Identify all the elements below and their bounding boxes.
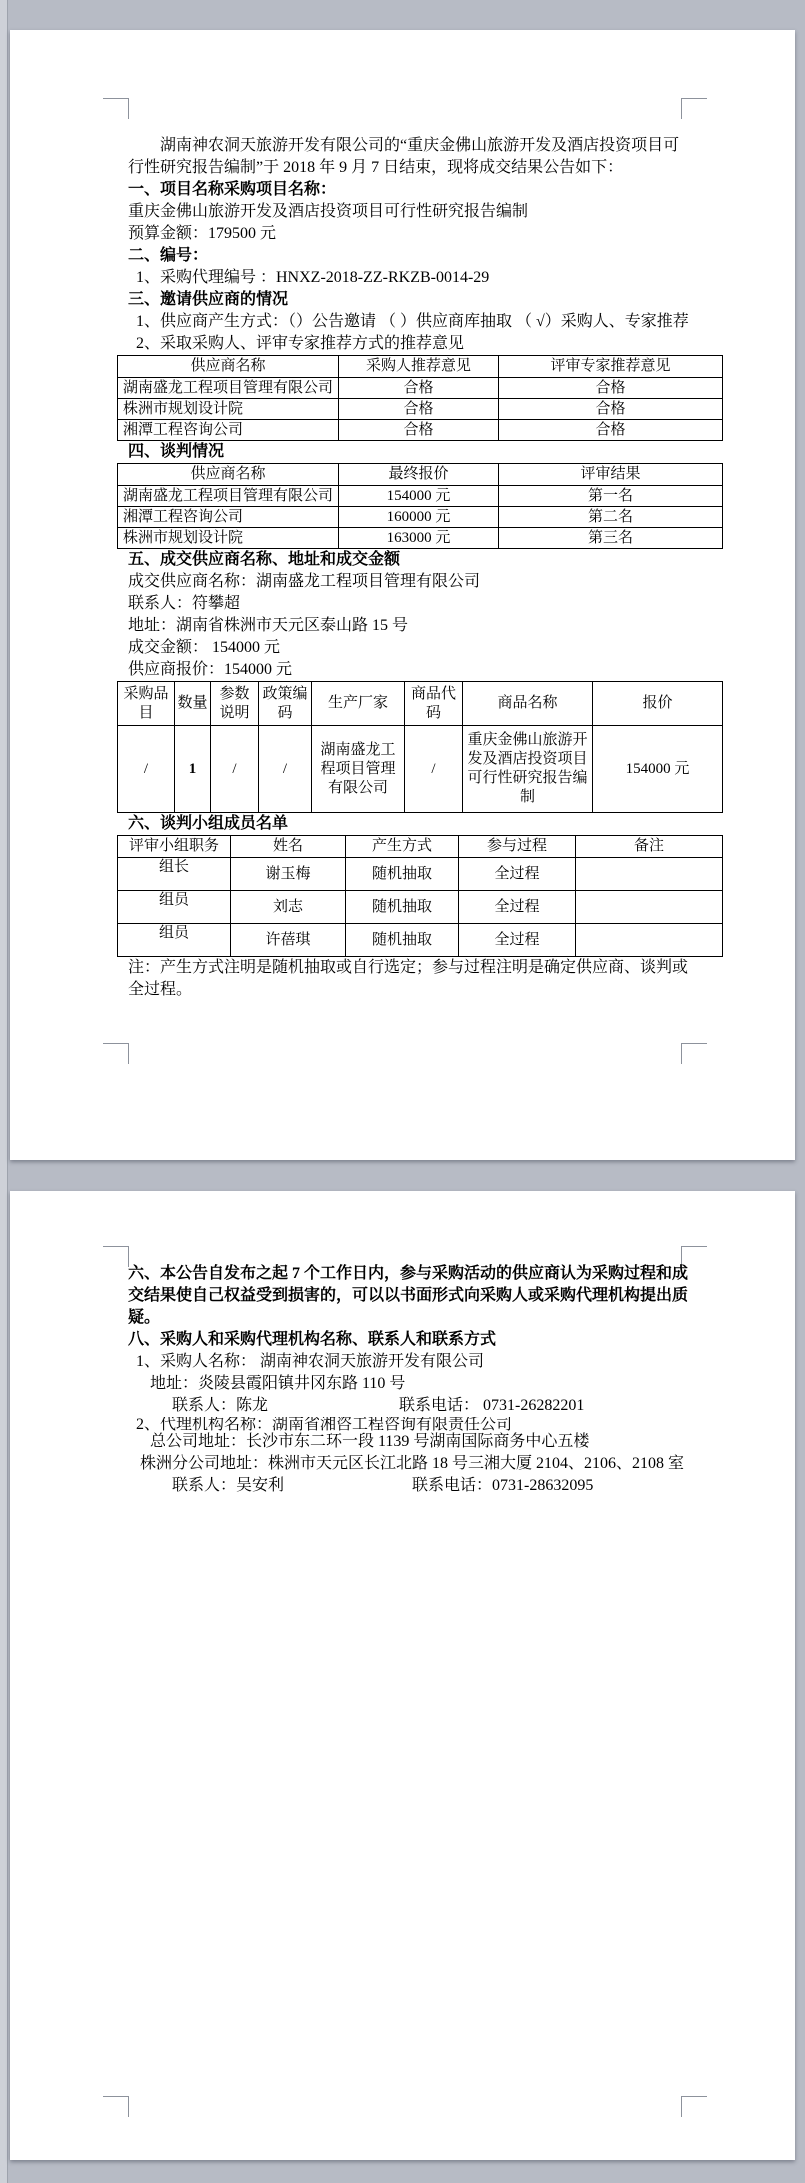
table-header-row bbox=[118, 836, 723, 858]
recommendation-line: 2、采取采购人、评审专家推荐方式的推荐意见 bbox=[136, 335, 465, 352]
table-row bbox=[118, 528, 723, 549]
section-5-heading: 五、成交供应商名称、地址和成交金额 bbox=[128, 551, 401, 568]
header-cell: 评审小组职务 bbox=[118, 836, 231, 858]
buyer-address-line: 地址：炎陵县霞阳镇井冈东路 110 号 bbox=[150, 1375, 406, 1392]
header-cell: 供应商名称 bbox=[118, 356, 339, 378]
cell: 合格 bbox=[499, 399, 723, 420]
table-row bbox=[118, 726, 723, 813]
agency-branch-address-line: 株洲分公司地址：株洲市天元区长江北路 18 号三湘大厦 2104、2106、2108 室 bbox=[140, 1455, 685, 1472]
header-cell: 政策编码 bbox=[259, 682, 312, 726]
cell: 全过程 bbox=[459, 924, 576, 957]
supplier-quote-line: 供应商报价：154000 元 bbox=[128, 661, 293, 678]
table-header-row bbox=[118, 356, 723, 378]
header-cell: 采购人推荐意见 bbox=[339, 356, 499, 378]
cell: / bbox=[405, 726, 463, 813]
cell: 刘志 bbox=[231, 891, 346, 924]
cell: 160000 元 bbox=[339, 507, 499, 528]
section-8-heading: 八、采购人和采购代理机构名称、联系人和联系方式 bbox=[128, 1331, 497, 1348]
cell: 合格 bbox=[499, 378, 723, 399]
margin-mark-top-left bbox=[103, 98, 129, 119]
panel-note: 注：产生方式注明是随机抽取或自行选定；参与过程注明是确定供应商、谈判或全过程。 bbox=[128, 959, 689, 998]
cell: 163000 元 bbox=[339, 528, 499, 549]
header-cell: 姓名 bbox=[231, 836, 346, 858]
document-page-1 bbox=[10, 30, 795, 1160]
cell bbox=[576, 924, 723, 957]
page-2-text-area bbox=[128, 1191, 693, 1497]
cell: 随机抽取 bbox=[346, 858, 459, 891]
margin-mark-bottom-right bbox=[681, 1043, 707, 1064]
buyer-contact-line bbox=[128, 1395, 693, 1417]
cell: 重庆金佛山旅游开发及酒店投资项目可行性研究报告编制 bbox=[463, 726, 593, 813]
section-3-heading: 三、邀请供应商的情况 bbox=[128, 291, 289, 308]
section-1-heading: 一、项目名称采购项目名称： bbox=[128, 181, 337, 198]
cell: 湘潭工程咨询公司 bbox=[118, 507, 339, 528]
buyer-contact-phone: 联系电话： 0731-26282201 bbox=[399, 1397, 585, 1414]
header-cell: 数量 bbox=[175, 682, 211, 726]
buyer-name-line: 1、采购人名称： 湖南神农洞天旅游开发有限公司 bbox=[136, 1353, 485, 1370]
cell: 谢玉梅 bbox=[231, 858, 346, 891]
window-left-edge bbox=[0, 0, 8, 2183]
table-row bbox=[118, 399, 723, 420]
table-row bbox=[118, 378, 723, 399]
cell: / bbox=[118, 726, 175, 813]
agency-contact-name: 联系人：吴安利 bbox=[172, 1477, 285, 1494]
table-row bbox=[118, 486, 723, 507]
cell: 随机抽取 bbox=[346, 924, 459, 957]
supplier-recommendation-table bbox=[117, 355, 723, 441]
cell: 合格 bbox=[499, 420, 723, 441]
cell: 第三名 bbox=[499, 528, 723, 549]
header-cell: 报价 bbox=[593, 682, 723, 726]
negotiation-result-table bbox=[117, 463, 723, 549]
table-row bbox=[118, 420, 723, 441]
cell: 合格 bbox=[339, 378, 499, 399]
agency-code-line: 1、采购代理编号 ：HNXZ-2018-ZZ-RKZB-0014-29 bbox=[136, 269, 490, 286]
header-cell: 采购品目 bbox=[118, 682, 175, 726]
cell: 许蓓琪 bbox=[231, 924, 346, 957]
cell: 第一名 bbox=[499, 486, 723, 507]
awarded-supplier-line: 成交供应商名称：湖南盛龙工程项目管理有限公司 bbox=[128, 573, 481, 590]
agency-name-line-clipped: 2、代理机构名称：湖南省湘咨工程咨询有限责任公司 bbox=[136, 1417, 513, 1431]
header-cell: 参数说明 bbox=[211, 682, 259, 726]
cell: / bbox=[211, 726, 259, 813]
cell: 组长 bbox=[118, 858, 231, 891]
cell: 湖南盛龙工程项目管理有限公司 bbox=[118, 486, 339, 507]
margin-mark-top-left bbox=[103, 1246, 129, 1267]
budget-line: 预算金额：179500 元 bbox=[128, 225, 277, 242]
header-cell: 参与过程 bbox=[459, 836, 576, 858]
objection-paragraph: 六、本公告自发布之起 7 个工作日内，参与采购活动的供应商认为采购过程和成交结果使自己权益受到损害的，可以以书面形式向采购人或采购代理机构提出质疑。 bbox=[128, 1265, 689, 1326]
cell: 湖南盛龙工程项目管理有限公司 bbox=[312, 726, 405, 813]
section-6-heading: 六、谈判小组成员名单 bbox=[128, 815, 289, 832]
table-row bbox=[118, 858, 723, 891]
header-cell: 评审专家推荐意见 bbox=[499, 356, 723, 378]
table-header-row bbox=[118, 682, 723, 726]
awarded-amount-line: 成交金额： 154000 元 bbox=[128, 639, 281, 656]
page-1-text-area bbox=[123, 30, 693, 1001]
cell: 株洲市规划设计院 bbox=[118, 399, 339, 420]
header-cell: 评审结果 bbox=[499, 464, 723, 486]
table-row bbox=[118, 891, 723, 924]
cell: 湘潭工程咨询公司 bbox=[118, 420, 339, 441]
agency-contact-phone: 联系电话：0731-28632095 bbox=[412, 1477, 594, 1494]
cell: 合格 bbox=[339, 399, 499, 420]
section-4-heading: 四、谈判情况 bbox=[128, 443, 225, 460]
cell: 组员 bbox=[118, 891, 231, 924]
table-row bbox=[118, 507, 723, 528]
agency-hq-address-line: 总公司地址：长沙市东二环一段 1139 号湖南国际商务中心五楼 bbox=[150, 1433, 590, 1450]
margin-mark-bottom-left bbox=[103, 2096, 129, 2117]
margin-mark-bottom-left bbox=[103, 1043, 129, 1064]
cell: 组员 bbox=[118, 924, 231, 957]
agency-contact-line bbox=[128, 1475, 693, 1497]
project-name-line: 重庆金佛山旅游开发及酒店投资项目可行性研究报告编制 bbox=[128, 203, 529, 220]
document-page-2 bbox=[10, 1191, 795, 2160]
margin-mark-bottom-right bbox=[681, 2096, 707, 2117]
cell: 154000 元 bbox=[593, 726, 723, 813]
cell: 154000 元 bbox=[339, 486, 499, 507]
table-row bbox=[118, 924, 723, 957]
header-cell: 商品名称 bbox=[463, 682, 593, 726]
header-cell: 备注 bbox=[576, 836, 723, 858]
section-2-heading: 二、编号： bbox=[128, 247, 209, 264]
negotiation-panel-table bbox=[117, 835, 723, 957]
awarded-address-line: 地址：湖南省株洲市天元区泰山路 15 号 bbox=[128, 617, 409, 634]
header-cell: 产生方式 bbox=[346, 836, 459, 858]
header-cell: 最终报价 bbox=[339, 464, 499, 486]
cell: 全过程 bbox=[459, 858, 576, 891]
cell: 合格 bbox=[339, 420, 499, 441]
header-cell: 供应商名称 bbox=[118, 464, 339, 486]
cell: 全过程 bbox=[459, 891, 576, 924]
cell: 第二名 bbox=[499, 507, 723, 528]
cell: 随机抽取 bbox=[346, 891, 459, 924]
cell bbox=[576, 891, 723, 924]
cell: 1 bbox=[175, 726, 211, 813]
header-cell: 生产厂家 bbox=[312, 682, 405, 726]
cell: / bbox=[259, 726, 312, 813]
award-detail-table bbox=[117, 681, 723, 813]
table-header-row bbox=[118, 464, 723, 486]
cell: 湖南盛龙工程项目管理有限公司 bbox=[118, 378, 339, 399]
cell: 株洲市规划设计院 bbox=[118, 528, 339, 549]
buyer-contact-name: 联系人：陈龙 bbox=[172, 1397, 269, 1414]
awarded-contact-line: 联系人：符攀超 bbox=[128, 595, 241, 612]
cell bbox=[576, 858, 723, 891]
supplier-source-line: 1、供应商产生方式：（）公告邀请 （ ）供应商库抽取 （ √）采购人、专家推荐 bbox=[136, 313, 689, 330]
header-cell: 商品代码 bbox=[405, 682, 463, 726]
intro-paragraph: 湖南神农洞天旅游开发有限公司的“重庆金佛山旅游开发及酒店投资项目可行性研究报告编制”于 2018 年 9 月 7 日结束，现将成交结果公告如下： bbox=[128, 137, 680, 176]
